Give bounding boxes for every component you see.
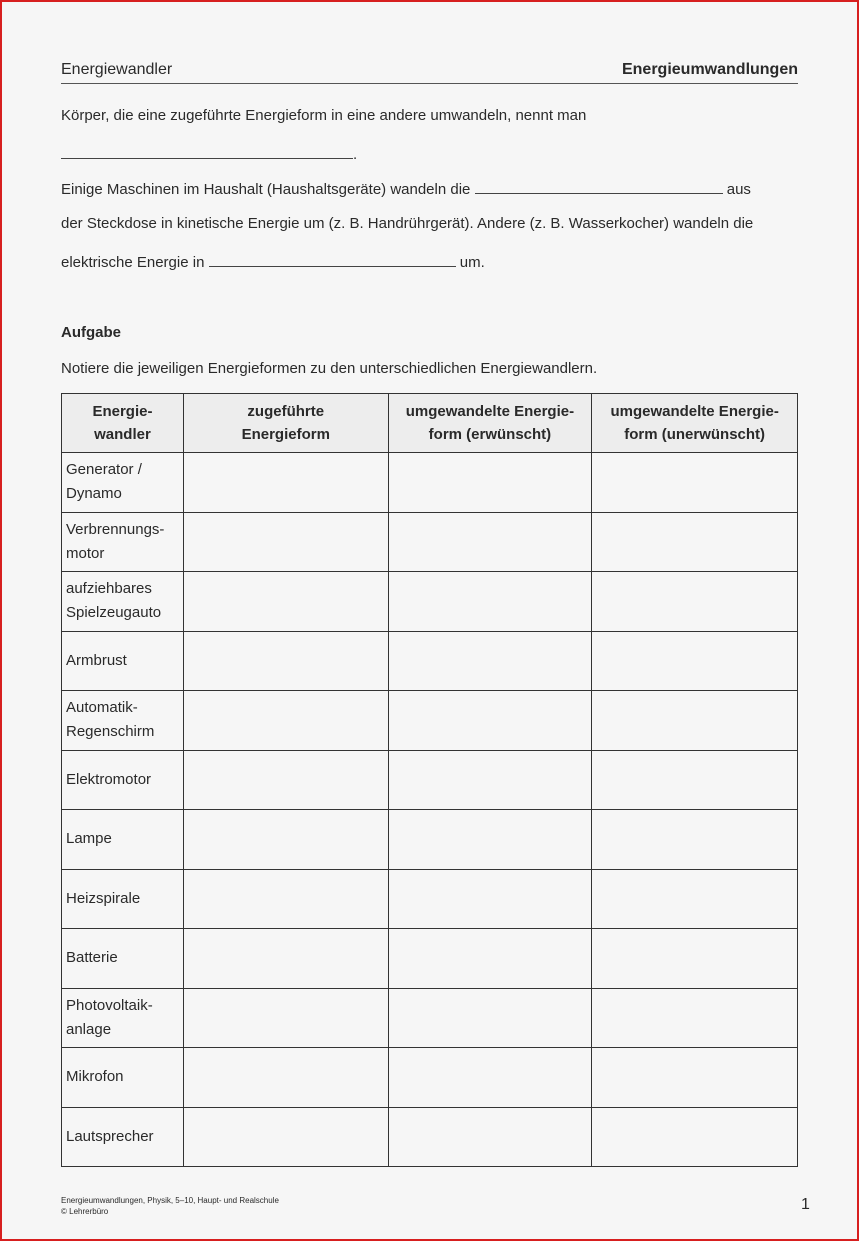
row-label: Heizspirale bbox=[62, 869, 184, 929]
row-label: Elektromotor bbox=[62, 750, 184, 810]
undesired-output-cell[interactable] bbox=[592, 572, 798, 632]
desired-output-cell[interactable] bbox=[388, 810, 592, 870]
input-energy-cell[interactable] bbox=[183, 453, 388, 513]
input-energy-cell[interactable] bbox=[183, 1048, 388, 1108]
desired-output-cell[interactable] bbox=[388, 1107, 592, 1167]
undesired-output-cell[interactable] bbox=[592, 750, 798, 810]
desired-output-cell[interactable] bbox=[388, 869, 592, 929]
undesired-output-cell[interactable] bbox=[592, 512, 798, 572]
undesired-output-cell[interactable] bbox=[592, 631, 798, 691]
input-energy-cell[interactable] bbox=[183, 810, 388, 870]
page-header bbox=[61, 61, 798, 84]
input-energy-cell[interactable] bbox=[183, 691, 388, 751]
undesired-output-cell[interactable] bbox=[592, 691, 798, 751]
desired-output-cell[interactable] bbox=[388, 691, 592, 751]
intro-text-4: der Steckdose in kinetische Energie um (z. B. Handrührgerät). Andere (z. B. Wasserkocher) wandeln die bbox=[61, 215, 754, 232]
row-label: Lampe bbox=[62, 810, 184, 870]
undesired-output-cell[interactable] bbox=[592, 1107, 798, 1167]
intro-line-1 bbox=[61, 107, 586, 124]
intro-text-5-start: elektrische Energie in bbox=[61, 254, 205, 271]
table-row bbox=[62, 691, 798, 751]
desired-output-cell[interactable] bbox=[388, 512, 592, 572]
table-row bbox=[62, 869, 798, 929]
col-header-desired-output: umgewandelte Energie- form (erwünscht) bbox=[388, 394, 592, 453]
footer-line-2: © Lehrerbüro bbox=[61, 1207, 109, 1216]
desired-output-cell[interactable] bbox=[388, 572, 592, 632]
table-row bbox=[62, 750, 798, 810]
input-energy-cell[interactable] bbox=[183, 929, 388, 989]
undesired-output-cell[interactable] bbox=[592, 929, 798, 989]
intro-line-5 bbox=[61, 252, 485, 271]
input-energy-cell[interactable] bbox=[183, 572, 388, 632]
undesired-output-cell[interactable] bbox=[592, 453, 798, 513]
input-energy-cell[interactable] bbox=[183, 869, 388, 929]
row-label: Batterie bbox=[62, 929, 184, 989]
row-label: Mikrofon bbox=[62, 1048, 184, 1108]
desired-output-cell[interactable] bbox=[388, 453, 592, 513]
table-row bbox=[62, 1107, 798, 1167]
row-label: aufziehbares Spielzeugauto bbox=[62, 572, 184, 632]
row-label: Lautsprecher bbox=[62, 1107, 184, 1167]
table-row bbox=[62, 929, 798, 989]
fill-in-blank-1[interactable] bbox=[61, 144, 353, 159]
footer-credits bbox=[61, 1195, 279, 1217]
row-label: Photovoltaik- anlage bbox=[62, 988, 184, 1048]
fill-in-blank-3[interactable] bbox=[209, 252, 456, 267]
input-energy-cell[interactable] bbox=[183, 750, 388, 810]
table-header-row bbox=[62, 394, 798, 453]
input-energy-cell[interactable] bbox=[183, 512, 388, 572]
input-energy-cell[interactable] bbox=[183, 631, 388, 691]
desired-output-cell[interactable] bbox=[388, 631, 592, 691]
intro-text-1: Körper, die eine zugeführte Energieform in eine andere umwandeln, nennt man bbox=[61, 107, 587, 124]
table-row bbox=[62, 512, 798, 572]
undesired-output-cell[interactable] bbox=[592, 810, 798, 870]
row-label: Armbrust bbox=[62, 631, 184, 691]
page-number: 1 bbox=[801, 1196, 810, 1213]
table-row bbox=[62, 810, 798, 870]
table-row bbox=[62, 572, 798, 632]
col-header-input-energy: zugeführte Energieform bbox=[183, 394, 388, 453]
undesired-output-cell[interactable] bbox=[592, 869, 798, 929]
undesired-output-cell[interactable] bbox=[592, 988, 798, 1048]
energy-converter-table bbox=[61, 393, 798, 1167]
desired-output-cell[interactable] bbox=[388, 929, 592, 989]
row-label: Verbrennungs- motor bbox=[62, 512, 184, 572]
col-header-converter: Energie- wandler bbox=[62, 394, 184, 453]
row-label: Automatik- Regenschirm bbox=[62, 691, 184, 751]
table-row bbox=[62, 1048, 798, 1108]
row-label: Generator / Dynamo bbox=[62, 453, 184, 513]
input-energy-cell[interactable] bbox=[183, 1107, 388, 1167]
desired-output-cell[interactable] bbox=[388, 750, 592, 810]
header-title: Energieumwandlungen bbox=[621, 61, 798, 78]
footer-line-1: Energieumwandlungen, Physik, 5–10, Haupt- und Realschule bbox=[61, 1196, 279, 1205]
table-row bbox=[62, 453, 798, 513]
desired-output-cell[interactable] bbox=[388, 988, 592, 1048]
table-row bbox=[62, 631, 798, 691]
intro-text-3-start: Einige Maschinen im Haushalt (Haushaltsgeräte) wandeln die bbox=[61, 181, 471, 198]
intro-line-4 bbox=[61, 215, 753, 232]
header-subject: Energiewandler bbox=[61, 61, 173, 78]
undesired-output-cell[interactable] bbox=[592, 1048, 798, 1108]
desired-output-cell[interactable] bbox=[388, 1048, 592, 1108]
task-title: Aufgabe bbox=[61, 324, 121, 341]
intro-line-2 bbox=[61, 144, 357, 163]
intro-text-2-end: . bbox=[353, 146, 358, 163]
input-energy-cell[interactable] bbox=[183, 988, 388, 1048]
task-instruction: Notiere die jeweiligen Energieformen zu den unterschiedlichen Energiewandlern. bbox=[61, 360, 598, 377]
intro-line-3 bbox=[61, 179, 751, 198]
table-row bbox=[62, 988, 798, 1048]
col-header-undesired-output: umgewandelte Energie- form (unerwünscht) bbox=[592, 394, 798, 453]
intro-text-5-end: um. bbox=[459, 254, 485, 271]
intro-text-3-end: aus bbox=[726, 181, 751, 198]
fill-in-blank-2[interactable] bbox=[475, 179, 723, 194]
